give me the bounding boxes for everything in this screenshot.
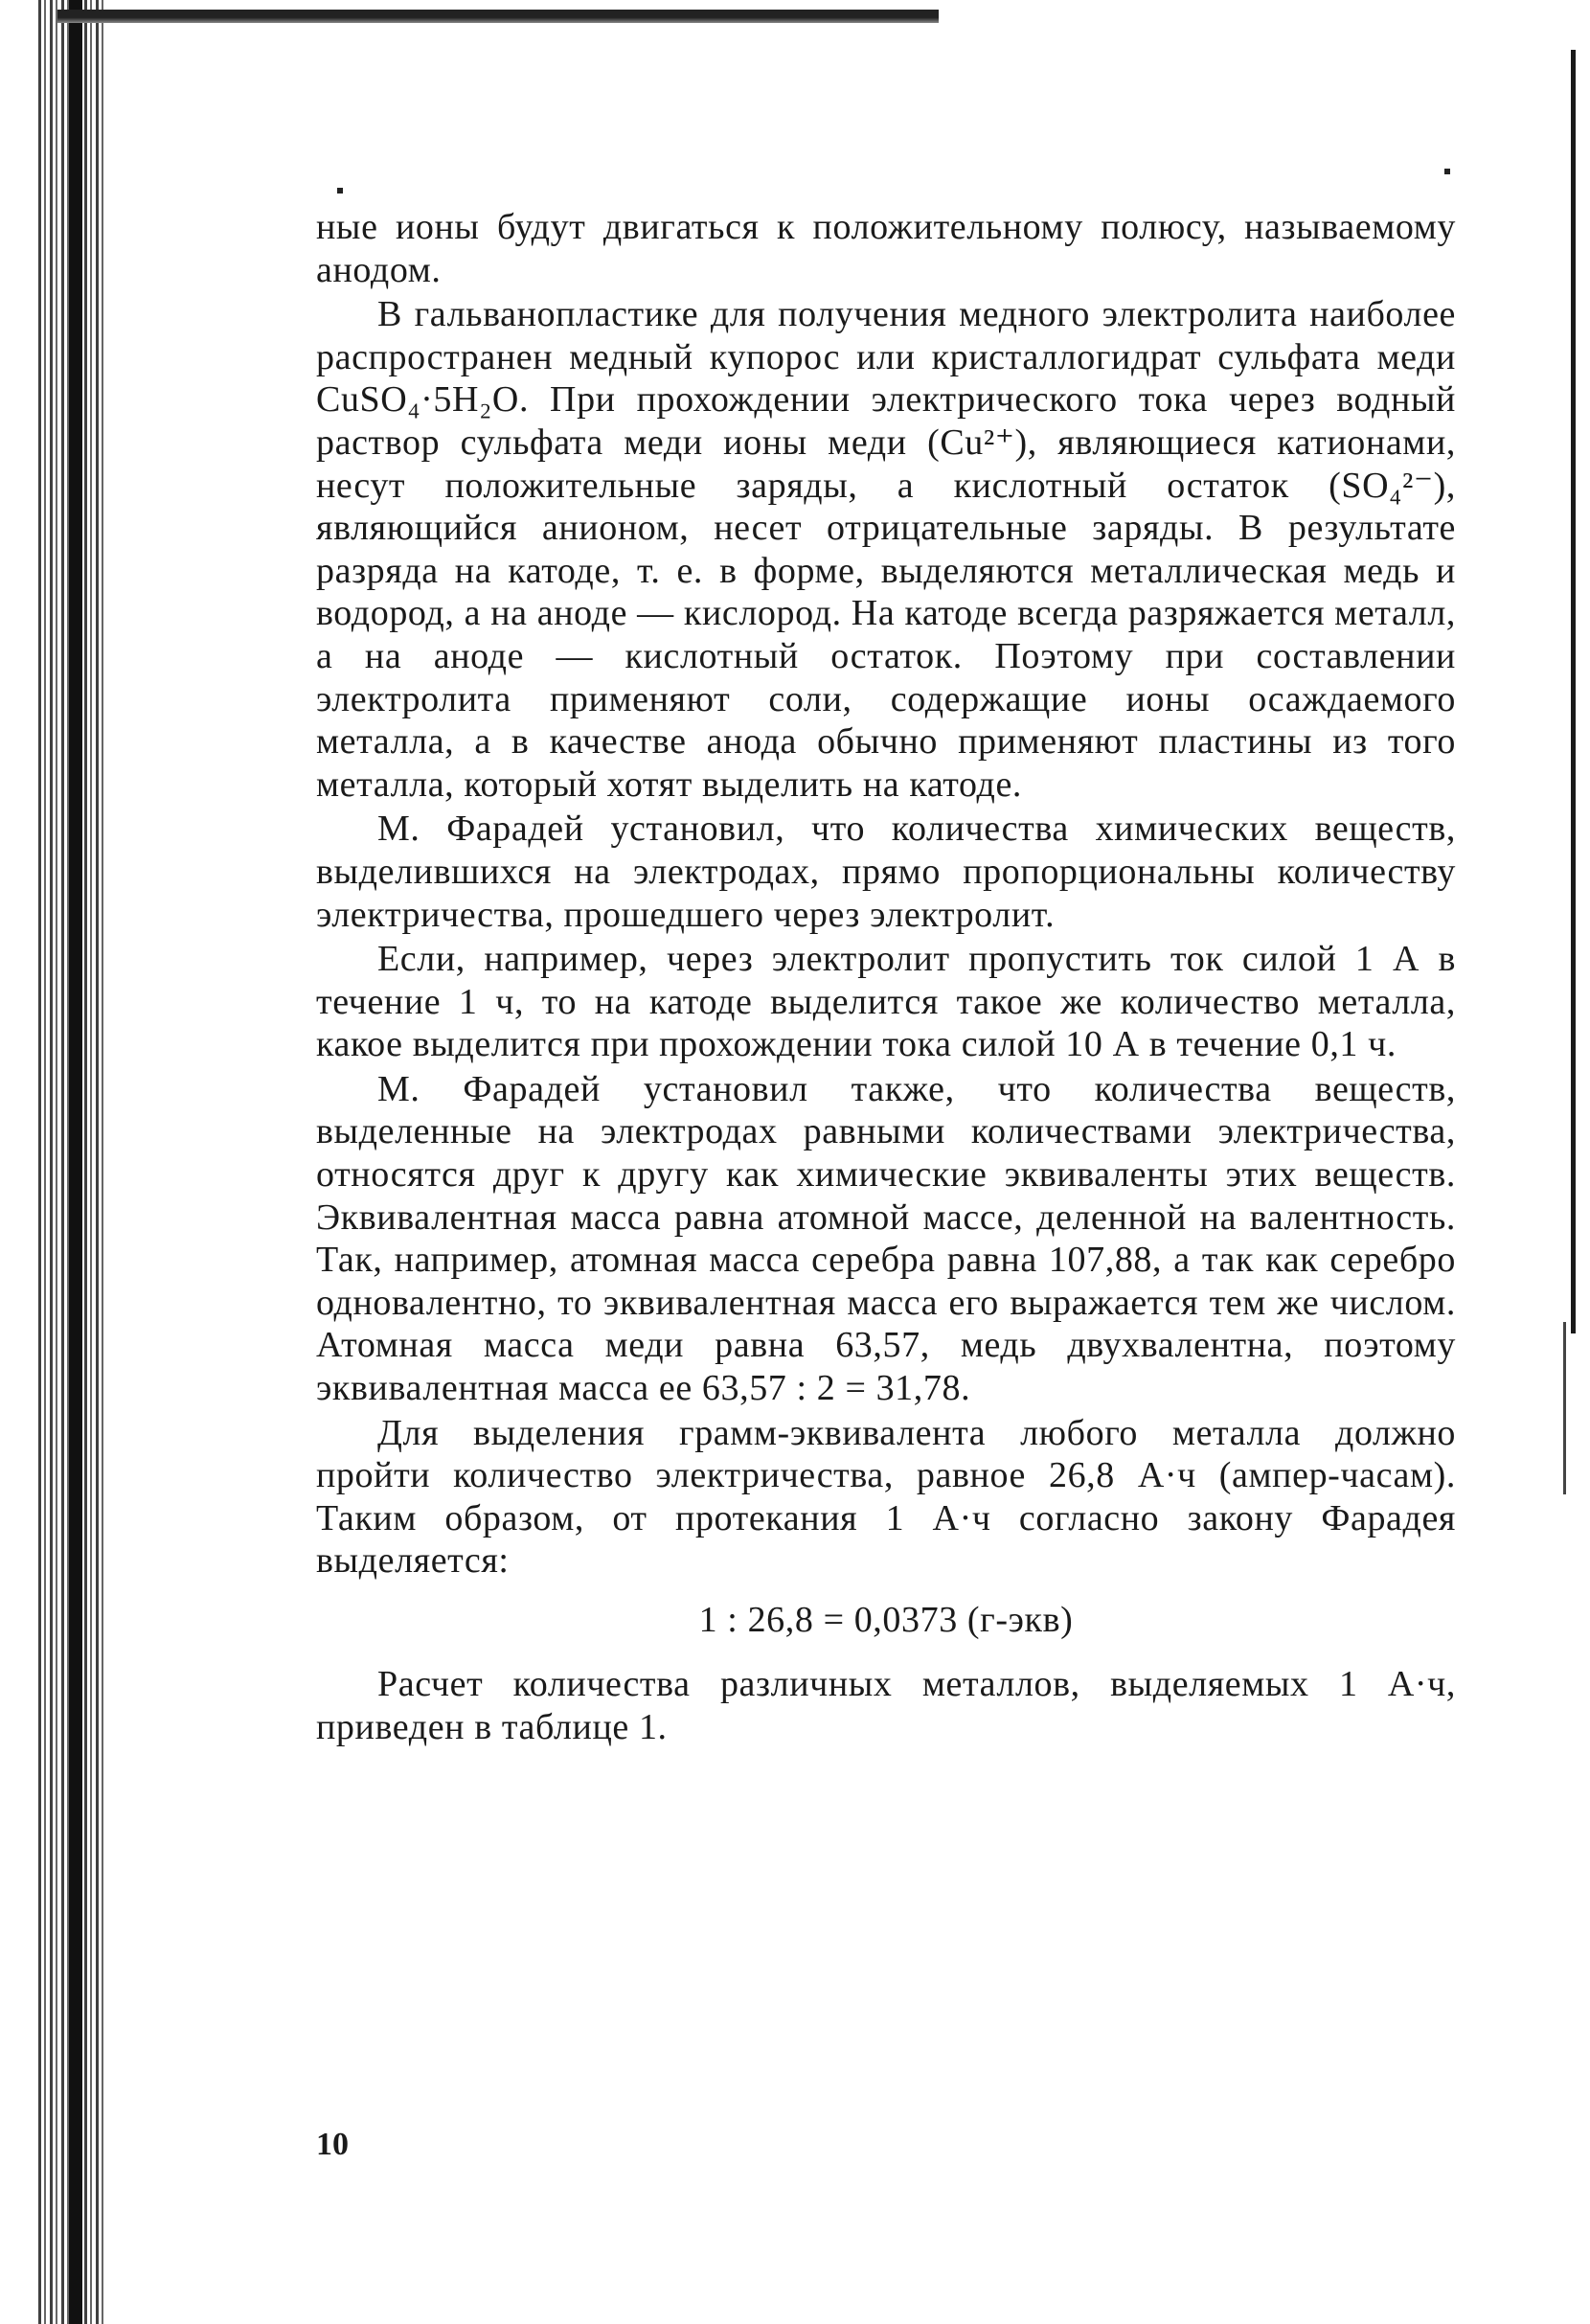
paragraph-2: В гальванопластике для получения медного электролита наиболее распространен медный купорос или кристаллогидрат сульфата меди CuSO₄·5H₂O. При прохождении электрического тока через водный раствор сульфата меди ионы меди (Cu²⁺), являющиеся катионами, несут положительные заряды, а кислотный остаток (SO₄²⁻), являющийся анионом, несет отрицательные заряды. В результате разряда на катоде, т. е. в форме, выделяются металлическая медь и водород, а на аноде — кислород. На катоде всегда разряжается металл, а на аноде — кислотный остаток. Поэтому при составлении электролита применяют соли, содержащие ионы осаждаемого металла, а в качестве анода обычно применяют пластины из того металла, который хотят выделить на катоде.	[316, 294, 1456, 805]
scan-right-edge-lower	[1563, 1322, 1566, 1494]
page-number: 10	[316, 2127, 349, 2162]
scan-speck	[337, 188, 343, 194]
paragraph-1: ные ионы будут двигаться к положительному полюсу, называемому анодом.	[316, 207, 1456, 290]
page-body	[316, 206, 1456, 1750]
scan-right-edge	[1571, 50, 1576, 1333]
faraday-formula: 1 : 26,8 = 0,0373 (г-экв)	[698, 1600, 1074, 1640]
scan-speck	[1444, 169, 1450, 174]
paragraph-6: Для выделения грамм-эквивалента любого металла должно пройти количество электричества, равное 26,8 А·ч (ампер-часам). Таким образом, от протекания 1 А·ч согласно закону Фарадея выделяется:	[316, 1412, 1456, 1582]
paragraph-4: Если, например, через электролит пропустить ток силой 1 А в течение 1 ч, то на катоде выделится такое же количество металла, какое выделится при прохождении тока силой 10 А в течение 0,1 ч.	[316, 939, 1456, 1065]
scan-top-edge	[57, 10, 939, 23]
paragraph-5: М. Фарадей установил также, что количества веществ, выделенные на электродах равными количествами электричества, относятся друг к другу как химические эквиваленты этих веществ. Эквивалентная масса равна атомной массе, деленной на валентность. Так, например, атомная масса серебра равна 107,88, а так как серебро одновалентно, то эквивалентная масса его выражается тем же числом. Атомная масса меди равна 63,57, медь двухвалентна, поэтому эквивалентная масса ее 63,57 : 2 = 31,78.	[316, 1068, 1456, 1409]
closing-paragraph: Расчет количества различных металлов, выделяемых 1 А·ч, приведен в таблице 1.	[316, 1664, 1456, 1747]
scan-left-binding	[69, 0, 82, 2324]
paragraph-3: М. Фарадей установил, что количества химических веществ, выделившихся на электродах, прямо пропорциональны количеству электричества, прошедшего через электролит.	[316, 809, 1456, 935]
